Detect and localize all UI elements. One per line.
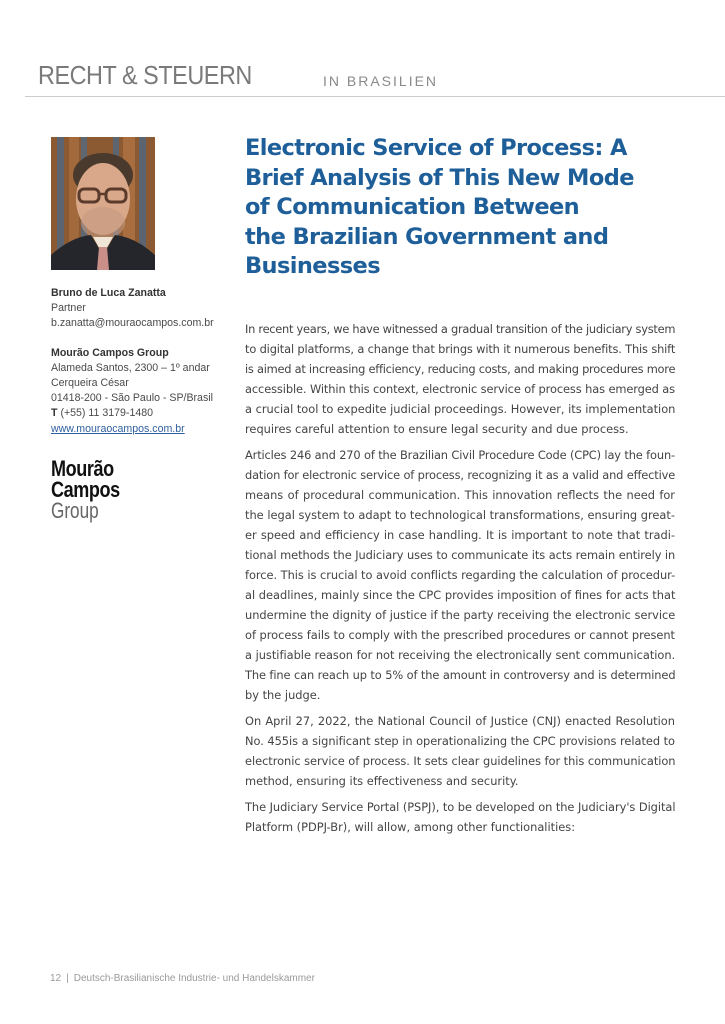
title-line: the Brazilian Government and [245,223,609,250]
title-line: of Communication Between [245,194,580,220]
company-name: Mourão Campos Group [51,346,169,359]
phone-number: (+55) 11 3179-1480 [60,407,154,420]
page-footer [50,973,315,984]
title-line: Businesses [245,253,380,279]
section-title: RECHT & STEUERN [38,60,252,90]
paragraph-line: Articles 246 and 270 of the Brazilian Civil Procedure Code (CPC) lay the foun- [245,448,675,462]
author-portrait-image [51,137,155,270]
paragraph-line: of process fails to comply with the prescribed procedures or cannot present [245,628,675,642]
company-logo [51,458,135,521]
logo-line: Campos [51,477,120,502]
article-title [245,134,665,282]
paragraph-line: The Judiciary Service Portal (PSPJ), to be developed on the Judiciary's Digital [245,800,676,814]
company-address-line: 01418-200 - São Paulo - SP/Brasil [51,392,213,405]
company-address-line: Alameda Santos, 2300 – 1º andar [51,361,210,374]
author-info [51,286,236,437]
paragraph-line: No. 455is a significant step in operationalizing the CPC provisions related to [245,734,675,748]
paragraph-line: The fine can reach up to 5% of the amount in controversy and is determined [245,668,676,682]
article-paragraph [245,445,675,705]
article-paragraph [245,319,675,439]
author-name: Bruno de Luca Zanatta [51,287,166,299]
paragraph-line: method, ensuring its effectiveness and security. [245,774,519,788]
paragraph-line: is aimed at increasing efficiency, reducing costs, and making procedures more [245,362,676,376]
phone-label: T [51,407,58,420]
paragraph-line: means of procedural communication. This innovation reflects the need for [245,488,675,502]
article-body [245,319,675,843]
article-paragraph [245,711,675,791]
footer-separator: | [66,973,69,984]
paragraph-line: to digital platforms, a change that brings with it numerous benefits. This shift [245,342,676,356]
company-website-link[interactable]: www.mouraocampos.com.br [51,422,185,435]
article-paragraph [245,797,675,837]
company-address-line: Cerqueira César [51,377,129,390]
paragraph-line: by the judge. [245,688,321,702]
paragraph-line: In recent years, we have witnessed a gradual transition of the judiciary system [245,322,676,336]
paragraph-line: a crucial tool to expedite judicial proceedings. However, its implementation [245,402,676,416]
title-line: Brief Analysis of This New Mode [245,164,634,191]
paragraph-line: force. This is crucial to avoid conflicts regarding the calculation of procedur- [245,568,676,582]
paragraph-line: accessible. Within this context, electronic service of process has emerged as [245,382,675,396]
title-line: Electronic Service of Process: A [245,135,627,161]
paragraph-line: er speed and efficiency in case handling. It is important to note that tradi- [245,528,675,542]
author-role: Partner [51,302,86,315]
page-number: 12 [50,973,62,984]
paragraph-line: undermine the dignity of justice if the party receiving the electronic service [245,608,676,622]
logo-line: Mourão [51,456,114,481]
author-email[interactable]: b.zanatta@mouraocampos.com.br [51,317,214,330]
paragraph-line: tional methods the Judiciary uses to communicate its acts remain entirely in [245,548,676,562]
paragraph-line: electronic service of process. It sets clear guidelines for this communication [245,754,676,768]
paragraph-line: the legal system to adapt to technological transformations, ensuring great- [245,508,675,522]
publisher-name: Deutsch-Brasilianische Industrie- und Handelskammer [73,973,315,984]
paragraph-line: On April 27, 2022, the National Council of Justice (CNJ) enacted Resolution [245,714,675,728]
paragraph-line: Platform (PDPJ-Br), will allow, among other functionalities: [245,820,576,834]
section-subtitle: IN BRASILIEN [323,73,439,89]
paragraph-line: a justifiable reason for not receiving the electronically sent communication. [245,648,676,662]
company-phone [51,406,236,421]
author-photo [51,137,155,270]
paragraph-line: al deadlines, mainly since the CPC provides imposition of fines for acts that [245,588,676,602]
header-divider [25,96,725,97]
paragraph-line: dation for electronic service of process, recognizing it as a valid and effective [245,468,676,482]
logo-line: Group [51,498,99,523]
paragraph-line: requires careful attention to ensure legal security and due process. [245,422,629,436]
